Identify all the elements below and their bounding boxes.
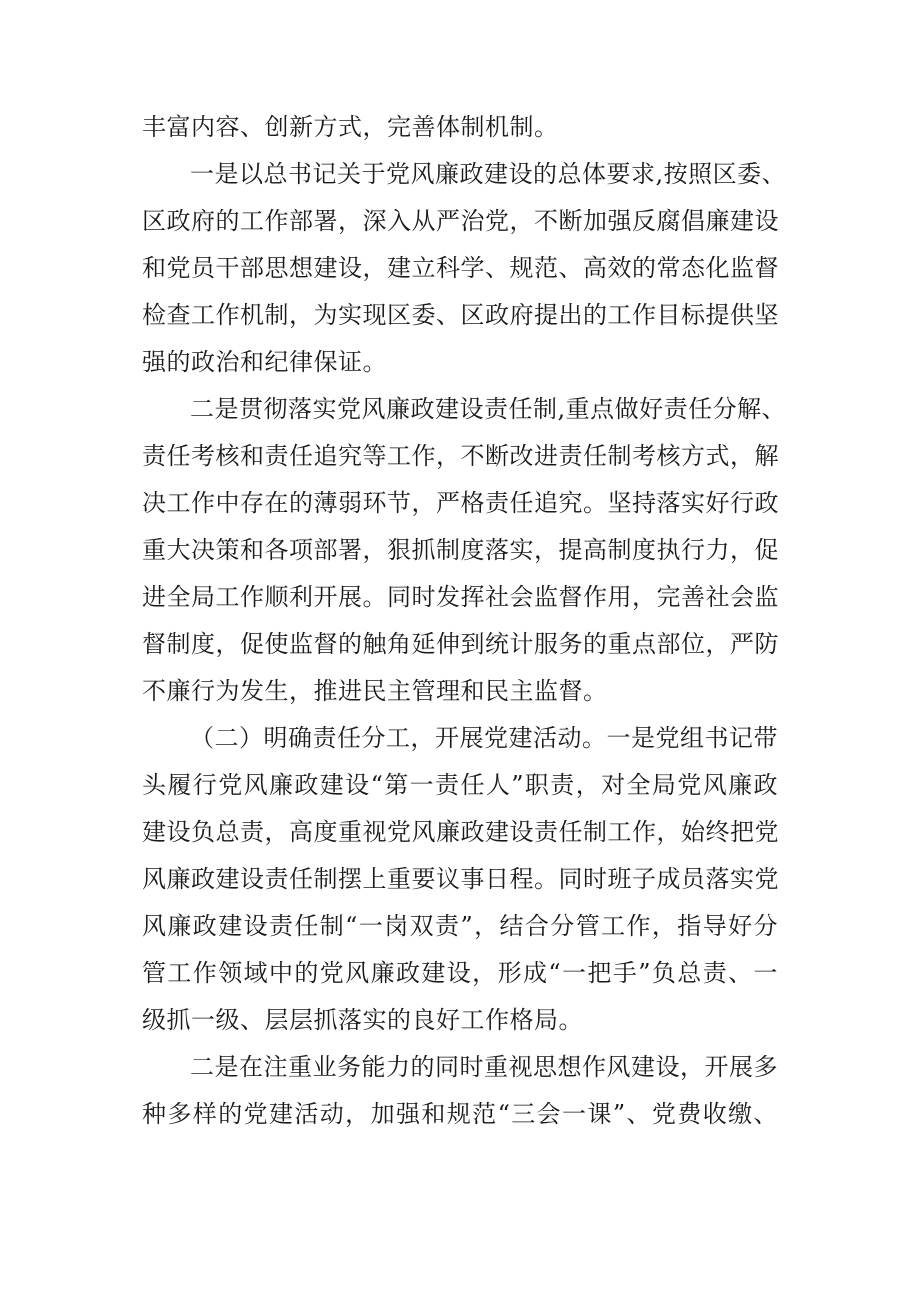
text-line: 二是在注重业务能力的同时重视思想作风建设，开展多: [190, 1053, 778, 1081]
text-line: 级抓一级、层层抓落实的良好工作格局。: [142, 1006, 583, 1034]
text-line: 一是以总书记关于党风廉政建设的总体要求,按照区委、: [190, 160, 787, 188]
text-line: 责任考核和责任追究等工作，不断改进责任制考核方式，解: [142, 442, 779, 470]
text-line: 决工作中存在的薄弱环节，严格责任追究。坚持落实好行政: [142, 489, 779, 517]
text-line: 不廉行为发生，推进民主管理和民主监督。: [142, 677, 608, 705]
text-line: 督制度，促使监督的触角延伸到统计服务的重点部位，严防: [142, 630, 779, 658]
text-line: 建设负总责，高度重视党风廉政建设责任制工作，始终把党: [142, 818, 779, 846]
text-line: 头履行党风廉政建设“第一责任人”职责，对全局党风廉政: [142, 771, 778, 799]
document-body: [142, 104, 787, 1138]
text-line: 种多样的党建活动，加强和规范“三会一课”、党费收缴、: [142, 1100, 778, 1128]
text-line: 和党员干部思想建设，建立科学、规范、高效的常态化监督: [142, 254, 779, 282]
text-line: （二）明确责任分工，开展党建活动。一是党组书记带: [190, 724, 778, 752]
text-line: 丰富内容、创新方式，完善体制机制。: [142, 113, 559, 141]
text-line: 管工作领域中的党风廉政建设，形成“一把手”负总责、一: [142, 959, 778, 987]
text-line: 重大决策和各项部署，狠抓制度落实，提高制度执行力，促: [142, 536, 779, 564]
text-line: 检查工作机制，为实现区委、区政府提出的工作目标提供坚: [142, 301, 779, 329]
text-line: 二是贯彻落实党风廉政建设责任制,重点做好责任分解、: [190, 395, 787, 423]
text-line: 强的政治和纪律保证。: [142, 348, 387, 376]
text-line: 风廉政建设责任制“一岗双责”，结合分管工作，指导好分: [142, 912, 778, 940]
text-line: 风廉政建设责任制摆上重要议事日程。同时班子成员落实党: [142, 865, 779, 893]
text-line: 进全局工作顺利开展。同时发挥社会监督作用，完善社会监: [142, 583, 779, 611]
text-line: 区政府的工作部署，深入从严治党，不断加强反腐倡廉建设: [142, 207, 779, 235]
